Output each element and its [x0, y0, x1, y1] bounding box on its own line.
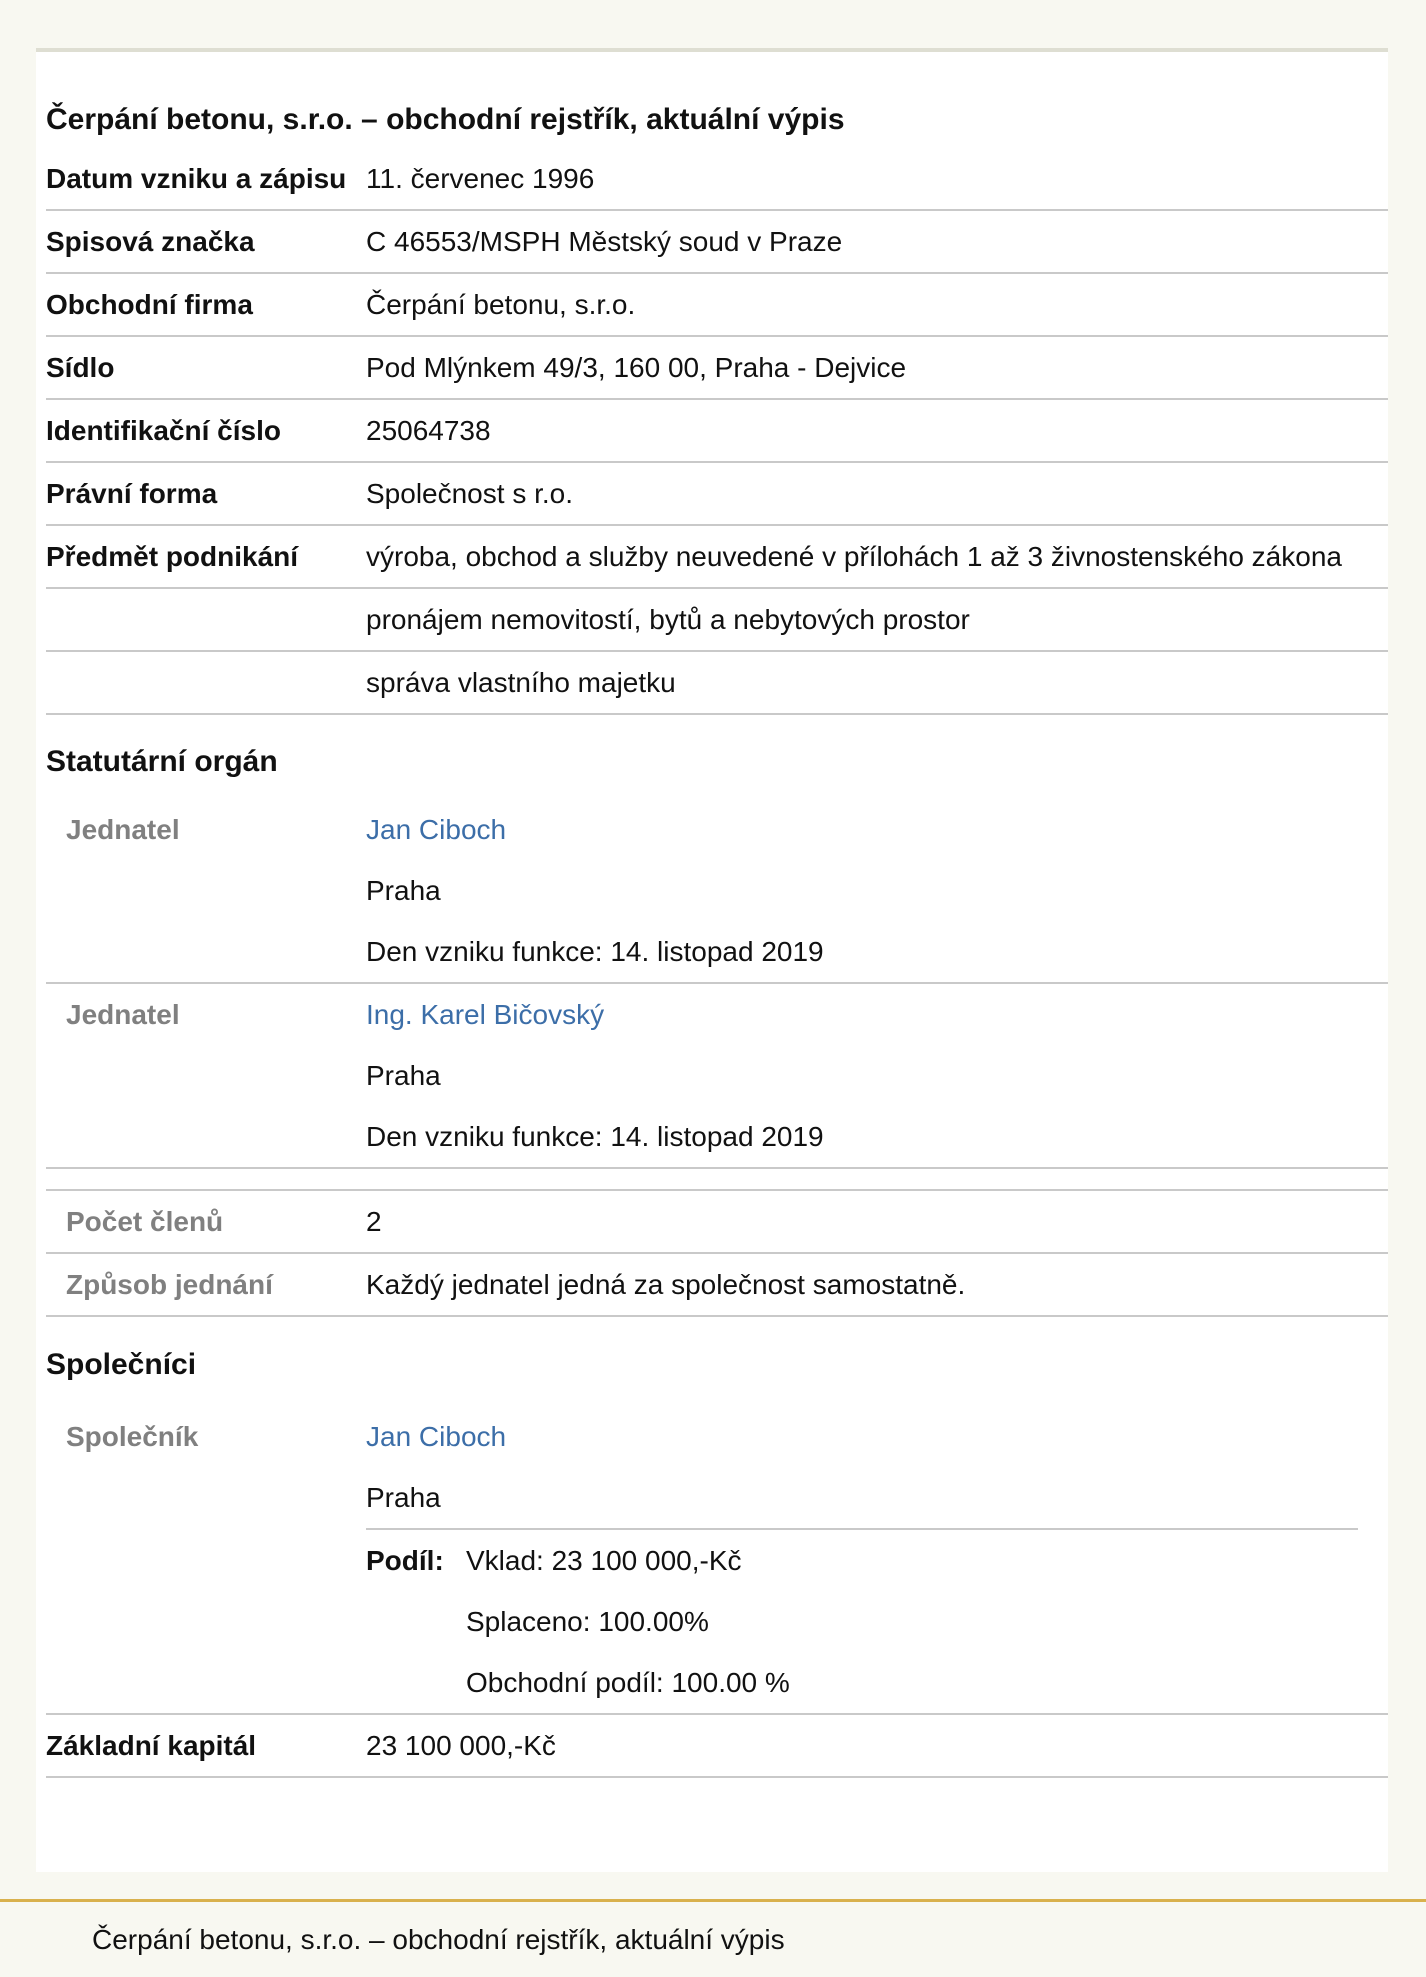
row-label: Jednatel	[66, 814, 180, 845]
person-city: Praha	[366, 1482, 441, 1513]
row-value: Čerpání betonu, s.r.o.	[366, 289, 636, 320]
row-value	[366, 1406, 1388, 1713]
person-city: Praha	[366, 875, 441, 906]
row-value: 11. červenec 1996	[366, 163, 595, 194]
person-link[interactable]: Jan Ciboch	[366, 1421, 507, 1452]
row-label: Obchodní firma	[46, 289, 253, 320]
row-value: C 46553/MSPH Městský soud v Praze	[366, 226, 843, 257]
row-label: Počet členů	[66, 1206, 224, 1237]
row-value: Pod Mlýnkem 49/3, 160 00, Praha - Dejvice	[366, 352, 907, 383]
row-ico	[46, 400, 1388, 463]
person-link[interactable]: Ing. Karel Bičovský	[366, 999, 605, 1030]
row-sidlo	[46, 337, 1388, 400]
row-spolecnik	[46, 1406, 1388, 1715]
row-zpusob-jednani	[46, 1254, 1388, 1317]
row-jednatel-2	[46, 984, 1388, 1169]
row-value: 23 100 000,-Kč	[366, 1730, 556, 1761]
podil-vklad: Vklad: 23 100 000,-Kč	[466, 1545, 742, 1576]
row-spisova-znacka	[46, 211, 1388, 274]
row-value: 25064738	[366, 415, 491, 446]
section-title-statutarni: Statutární orgán	[46, 745, 278, 778]
row-pocet-clenu	[46, 1191, 1388, 1254]
row-pravni-forma	[46, 463, 1388, 526]
row-predmet-1	[46, 526, 1388, 589]
row-label-empty	[46, 652, 366, 713]
row-value: správa vlastního majetku	[366, 667, 676, 698]
row-label: Sídlo	[46, 352, 115, 383]
person-city: Praha	[366, 1060, 441, 1091]
row-label: Předmět podnikání	[46, 541, 299, 572]
row-jednatel-1	[46, 799, 1388, 984]
row-label: Datum vzniku a zápisu	[46, 163, 347, 194]
row-label: Způsob jednání	[66, 1269, 273, 1300]
row-label: Právní forma	[46, 478, 218, 509]
podil-block	[366, 1530, 1388, 1713]
row-label-empty	[46, 589, 366, 650]
document-content	[46, 92, 1388, 1778]
row-value: Každý jednatel jedná za společnost samostatně.	[366, 1269, 966, 1300]
podil-values	[466, 1530, 790, 1713]
row-label: Identifikační číslo	[46, 415, 281, 446]
podil-label: Podíl:	[366, 1545, 444, 1576]
row-label: Společník	[66, 1421, 199, 1452]
row-value	[366, 984, 1388, 1167]
row-obchodni-firma	[46, 274, 1388, 337]
person-since: Den vzniku funkce: 14. listopad 2019	[366, 1121, 824, 1152]
row-value	[366, 799, 1388, 982]
footer	[0, 1899, 1426, 1977]
footer-text: Čerpání betonu, s.r.o. – obchodní rejstřík, aktuální výpis	[92, 1924, 785, 1955]
row-label: Jednatel	[66, 999, 180, 1030]
row-label: Základní kapitál	[46, 1730, 257, 1761]
row-value: výroba, obchod a služby neuvedené v přílohách 1 až 3 živnostenského zákona	[366, 541, 1342, 572]
row-label: Spisová značka	[46, 226, 255, 257]
person-link[interactable]: Jan Ciboch	[366, 814, 507, 845]
row-value: pronájem nemovitostí, bytů a nebytových prostor	[366, 604, 970, 635]
podil-splaceno: Splaceno: 100.00%	[466, 1606, 709, 1637]
section-title-spolecnici: Společníci	[46, 1348, 197, 1381]
row-zakladni-kapital	[46, 1715, 1388, 1778]
document-title: Čerpání betonu, s.r.o. – obchodní rejstřík, aktuální výpis	[46, 103, 845, 136]
spacer-divider	[46, 1169, 1388, 1191]
document-panel	[36, 48, 1388, 1872]
row-predmet-2	[46, 589, 1388, 652]
podil-obchodni: Obchodní podíl: 100.00 %	[466, 1667, 790, 1698]
person-since: Den vzniku funkce: 14. listopad 2019	[366, 936, 824, 967]
row-predmet-3	[46, 652, 1388, 715]
row-datum-vzniku	[46, 148, 1388, 211]
row-value: 2	[366, 1206, 382, 1237]
row-value: Společnost s r.o.	[366, 478, 574, 509]
